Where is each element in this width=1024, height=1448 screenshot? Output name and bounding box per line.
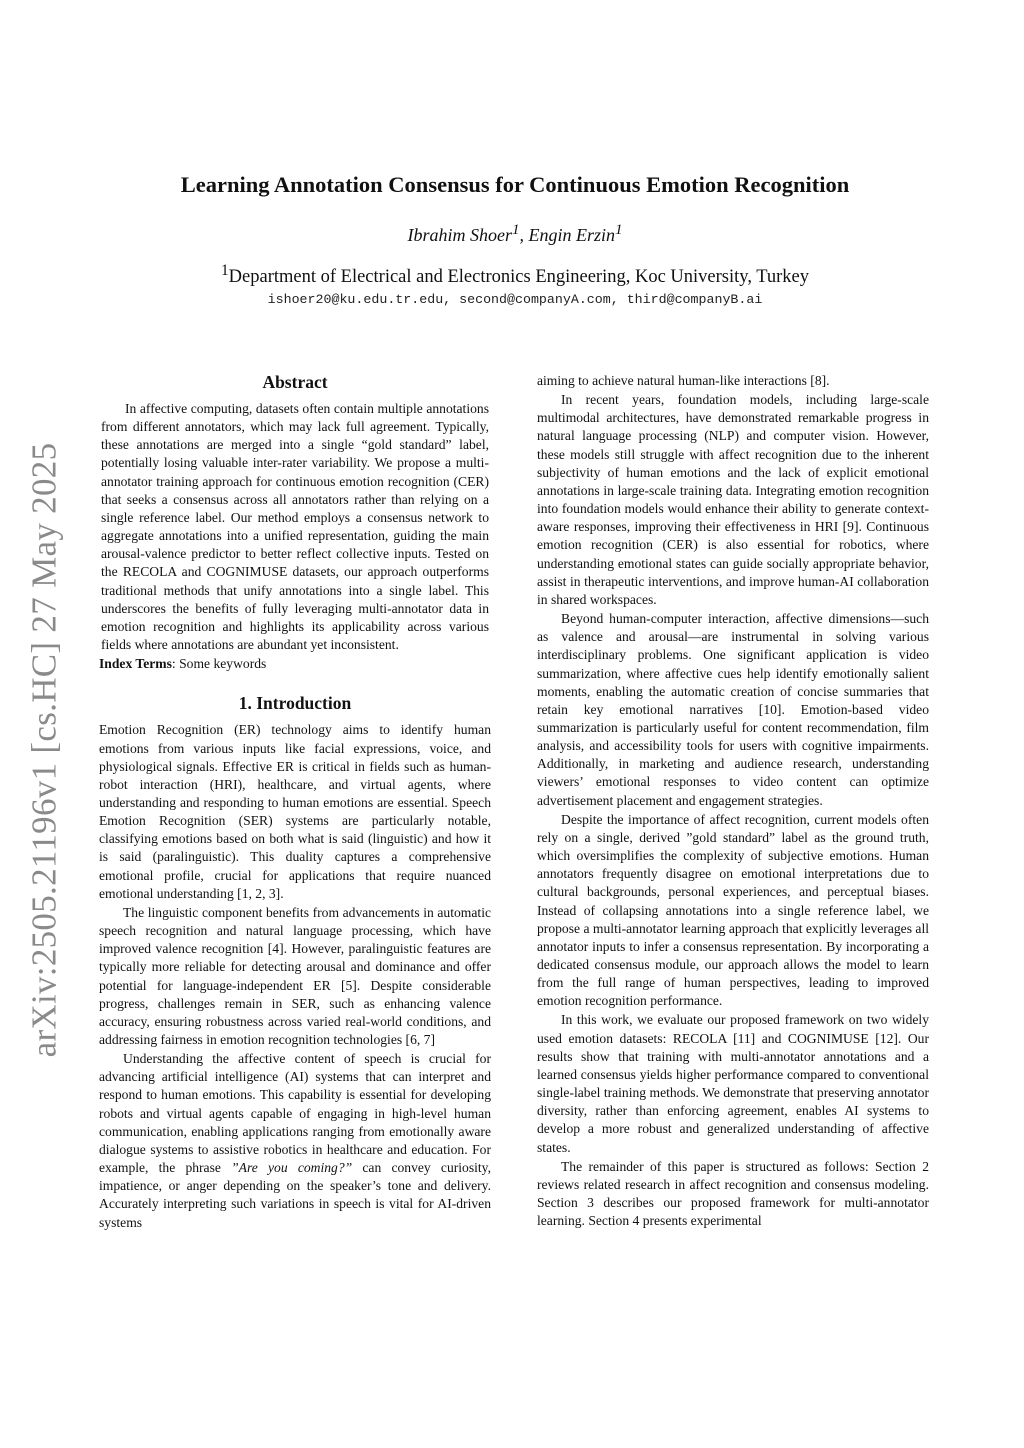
right-column <box>537 372 929 1230</box>
index-terms: Index Terms: Some keywords <box>99 656 267 672</box>
arxiv-stamp <box>18 405 70 1095</box>
intro-paragraph: The remainder of this paper is structured as follows: Section 2 reviews related research in affect recognition and consensus modeling. Section 3 describes our proposed framework for multi-annotator learning. Section 4 presents experimental <box>537 1158 929 1229</box>
intro-paragraph: In this work, we evaluate our proposed framework on two widely used emotion datasets: RECOLA [11] and COGNIMUSE [12]. Our results show that training with multi-annotator annotations and a learned consensus yields higher performance compared to conventional single-label training methods. We demonstrate that preserving annotator diversity, rather than enforcing agreement, enables AI systems to develop a more robust and generalized understanding of affective states. <box>537 1012 930 1155</box>
intro-paragraph: The linguistic component benefits from advancements in automatic speech recognition and natural language processing, which have improved valence recognition [4]. However, paralinguistic features are typically more reliable for detecting arousal and dominance and offer potential for language-independent ER [5]. Despite considerable progress, challenges remain in SER, such as enhancing valence accuracy, ensuring robustness across varied real-world conditions, and addressing fairness in emotion recognition technologies [6, 7] <box>99 904 491 1047</box>
intro-paragraph <box>99 1050 491 1232</box>
affiliation-text: Department of Electrical and Electronics Engineering, Koc University, Turkey <box>228 267 810 288</box>
example-phrase: ”Are you coming?” <box>231 1160 353 1176</box>
intro-paragraph: In recent years, foundation models, including large-scale multimodal architectures, have demonstrated remarkable progress in natural language processing (NLP) and computer vision. However, these models still struggle with affect recognition due to the inherent subjectivity of human emotions and the lack of explicit emotional annotations in large-scale training data. Integrating emotion recognition into foundation models would enhance their ability to generate context-aware responses, improving their effectiveness in HRI [9]. Continuous emotion recognition (CER) is also essential for robotics, where understanding emotional states can guide socially appropriate behavior, assist in therapeutic interventions, and improve human-AI collaboration in shared workspaces. <box>537 392 929 607</box>
intro-paragraph: Emotion Recognition (ER) technology aims to identify human emotions from various inputs like facial expressions, voice, and physiological signals. Effective ER is critical in fields such as human-robot interaction (HRI), healthcare, and virtual agents, where understanding and responding to human emotions are essential. Speech Emotion Recognition (SER) systems are particularly notable, classifying emotions based on both what is said (linguistic) and how it is said (paralinguistic). This duality captures a comprehensive emotional profile, crucial for applications that require nuanced emotional understanding [1, 2, 3]. <box>99 722 491 901</box>
intro-text: can convey curiosity, impatience, or anger depending on the speaker’s tone and delivery. Accurately interpreting such variations in speech is vital for AI-driven systems <box>99 1160 491 1230</box>
author-affil-mark: 1 <box>615 222 623 238</box>
author-list: Ibrahim Shoer$^1$, Engin Erzin$^1$ <box>407 222 623 245</box>
author-name: Ibrahim Shoer <box>407 225 512 245</box>
affiliation-mark: 1 <box>220 262 229 279</box>
author-affil-mark: 1 <box>511 222 520 238</box>
paper-title: Learning Annotation Consensus for Continuous Emotion Recognition <box>180 172 850 197</box>
abstract-text: In affective computing, datasets often contain multiple annotations from different annotators, which may lack full agreement. Typically, these annotations are merged into a single “gold standard” label, potentially losing valuable inter-rater variability. We propose a multi-annotator training approach for continuous emotion recognition (CER) that seeks a consensus across all annotators rather than relying on a single reference label. Our method employs a consensus network to aggregate annotations into a unified representation, guiding the main arousal-valence predictor to better reflect collective inputs. Tested on the RECOLA and COGNIMUSE datasets, our approach outperforms traditional methods that unify annotations into a single label. This underscores the benefits of fully leveraging multi-annotator data in emotion recognition and highlights its applicability across various fields where annotations are abundant yet inconsistent. <box>101 401 489 653</box>
intro-paragraph: Beyond human-computer interaction, affective dimensions—such as valence and arousal—are instrumental in solving various interdisciplinary problems. One significant application is video summarization, where affective cues help identify emotionally salient moments, enabling the automatic creation of concise summaries that retain key emotional narratives [10]. Emotion-based video summarization is particularly useful for content recommendation, film analysis, and accessibility tools for users with cognitive impairments. Additionally, in marketing and audience research, understanding viewers’ emotional responses to video content can optimize advertisement placement and engagement strategies. <box>537 611 929 808</box>
intro-paragraph: aiming to achieve natural human-like interactions [8]. <box>537 373 830 388</box>
arxiv-stamp-text[interactable]: arXiv:2505.21196v1 [cs.HC] 27 May 2025 <box>24 442 64 1058</box>
intro-paragraph: Despite the importance of affect recognition, current models often rely on a single, derived ”gold standard” label as the ground truth, which oversimplifies the complexity of subjective emotions. Human annotators frequently disagree on emotional interpretations due to cultural backgrounds, personal experiences, and perceptual biases. Instead of collapsing annotations into a single reference label, we propose a multi-annotator learning approach that explicitly leverages all annotator inputs to infer a consensus representation. By incorporating a dedicated consensus module, our approach allows the model to learn from the full range of human perspectives, leading to improved emotion recognition performance. <box>537 811 929 1009</box>
intro-text: Understanding the affective content of speech is crucial for advancing artificial intelligence (AI) systems that can interpret and respond to human emotions. This capability is essential for developing robots and virtual agents capable of engaging in high-level human communication, enabling applications ranging from emotionally aware dialogue systems to assistive robotics in healthcare and education. For example, the phrase <box>99 1051 491 1176</box>
left-column <box>99 372 491 1232</box>
index-terms-value: Some keywords <box>179 656 267 672</box>
abstract-heading: Abstract <box>262 372 328 392</box>
introduction-heading: 1. Introduction <box>238 693 352 714</box>
affiliation <box>100 262 930 288</box>
author-name: Engin Erzin <box>528 225 615 245</box>
author-emails[interactable]: ishoer20@ku.edu.tr.edu, second@companyA.com, third@companyB.ai <box>267 292 763 307</box>
index-terms-label: Index Terms <box>99 656 172 672</box>
